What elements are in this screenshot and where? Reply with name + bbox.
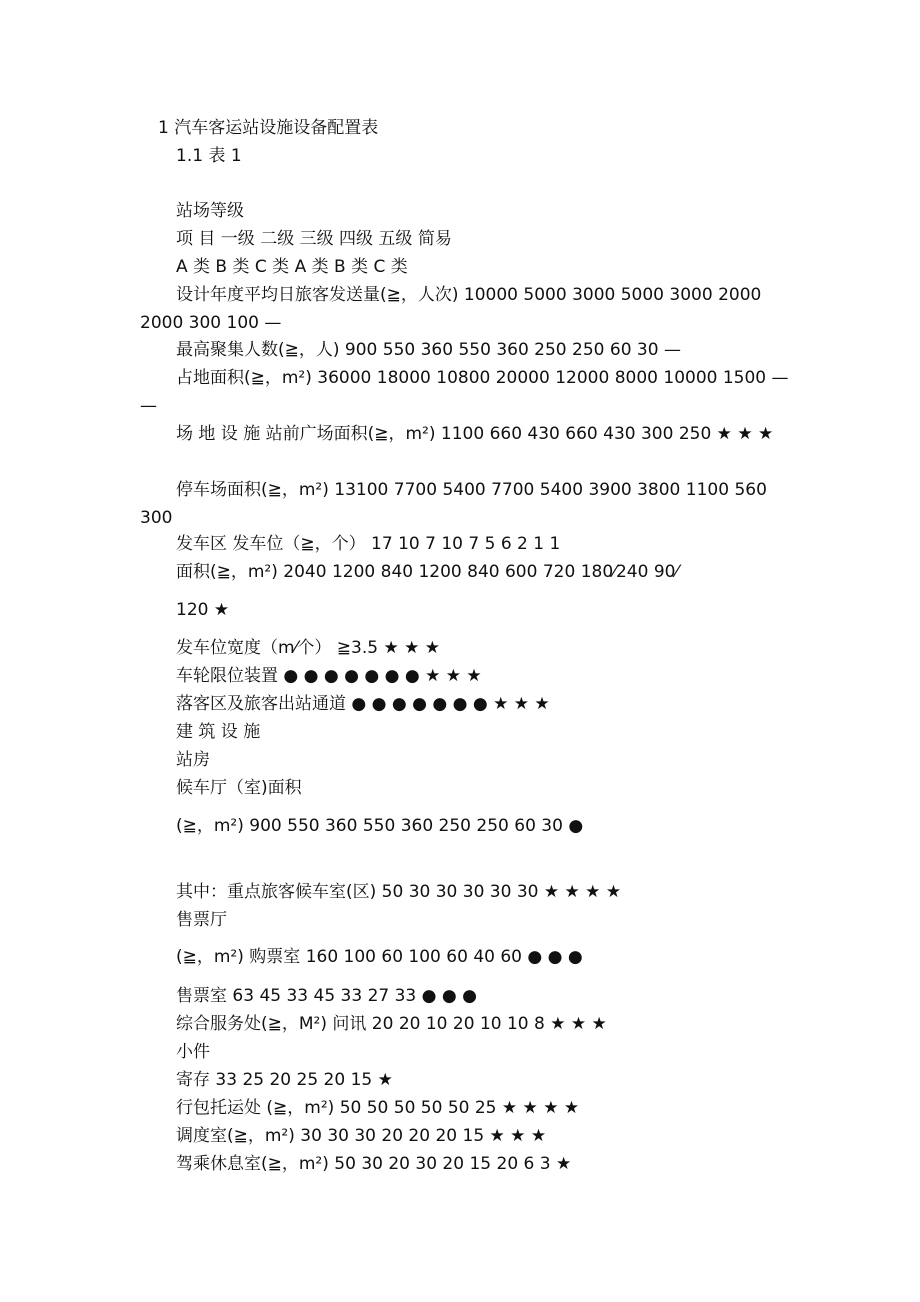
parking-area-row: 停车场面积(≧，m²) 13100 7700 5400 7700 5400 3900 3800 1100 560 300 — [140, 480, 767, 528]
departure-area-row-cont: 120 ★ — [176, 600, 230, 620]
waiting-hall-row: (≧，m²) 900 550 360 550 360 250 250 60 30 ● — [176, 816, 584, 836]
square-area-row: 场 地 设 施 站前广场面积(≧，m²) 1100 660 430 660 430 300 250 ★ ★ ★ — [176, 424, 774, 444]
daily-passenger-row: 设计年度平均日旅客发送量(≧，人次) 10000 5000 3000 5000 3000 2000 2000 300 100 — — [140, 285, 762, 333]
building-facilities-label: 建 筑 设 施 — [176, 722, 261, 742]
section-heading: 1 汽车客运站设施设备配置表 — [158, 118, 379, 138]
waiting-hall-label: 候车厅（室)面积 — [176, 778, 302, 798]
dispatch-room-row: 调度室(≧，m²) 30 30 30 20 20 20 15 ★ ★ ★ — [176, 1126, 547, 1146]
class-header-row: A 类 B 类 C 类 A 类 B 类 C 类 — [176, 257, 408, 277]
storage-row: 寄存 33 25 20 25 20 15 ★ — [176, 1070, 393, 1090]
station-building-label: 站房 — [176, 750, 210, 770]
information-desk-row: 综合服务处(≧，M²) 问讯 20 20 10 20 10 10 8 ★ ★ ★ — [176, 1014, 607, 1034]
dropoff-exit-row: 落客区及旅客出站通道 ● ● ● ● ● ● ● ★ ★ ★ — [176, 694, 550, 714]
wheel-stop-row: 车轮限位装置 ● ● ● ● ● ● ● ★ ★ ★ — [176, 666, 482, 686]
peak-gathering-row: 最高聚集人数(≧，人) 900 550 360 550 360 250 250 60 30 — — [176, 340, 681, 360]
station-level-label: 站场等级 — [176, 201, 244, 221]
ticket-office-row: 售票室 63 45 33 45 33 27 33 ● ● ● — [176, 986, 477, 1006]
ticket-hall-label: 售票厅 — [176, 910, 227, 930]
bay-width-row: 发车位宽度（m⁄个） ≧3.5 ★ ★ ★ — [176, 638, 441, 658]
parcel-label: 小件 — [176, 1042, 210, 1062]
departure-area-row: 面积(≧，m²) 2040 1200 840 1200 840 600 720 180⁄240 90⁄ — [176, 562, 679, 582]
crew-rest-room-row: 驾乘休息室(≧，m²) 50 30 20 30 20 15 20 6 3 ★ — [176, 1154, 572, 1174]
priority-waiting-row: 其中：重点旅客候车室(区) 50 30 30 30 30 30 ★ ★ ★ ★ — [176, 882, 622, 902]
land-area-row: 占地面积(≧，m²) 36000 18000 10800 20000 12000 8000 10000 1500 — — — [140, 368, 789, 416]
level-header-row: 项 目 一级 二级 三级 四级 五级 简易 — [176, 229, 452, 249]
departure-bay-row: 发车区 发车位（≧，个） 17 10 7 10 7 5 6 2 1 1 — [176, 534, 561, 554]
table-caption: 1.1 表 1 — [176, 146, 242, 166]
baggage-checkin-row: 行包托运处 (≧，m²) 50 50 50 50 50 25 ★ ★ ★ ★ — [176, 1098, 580, 1118]
ticket-purchase-row: (≧，m²) 购票室 160 100 60 100 60 40 60 ● ● ● — [176, 947, 583, 967]
